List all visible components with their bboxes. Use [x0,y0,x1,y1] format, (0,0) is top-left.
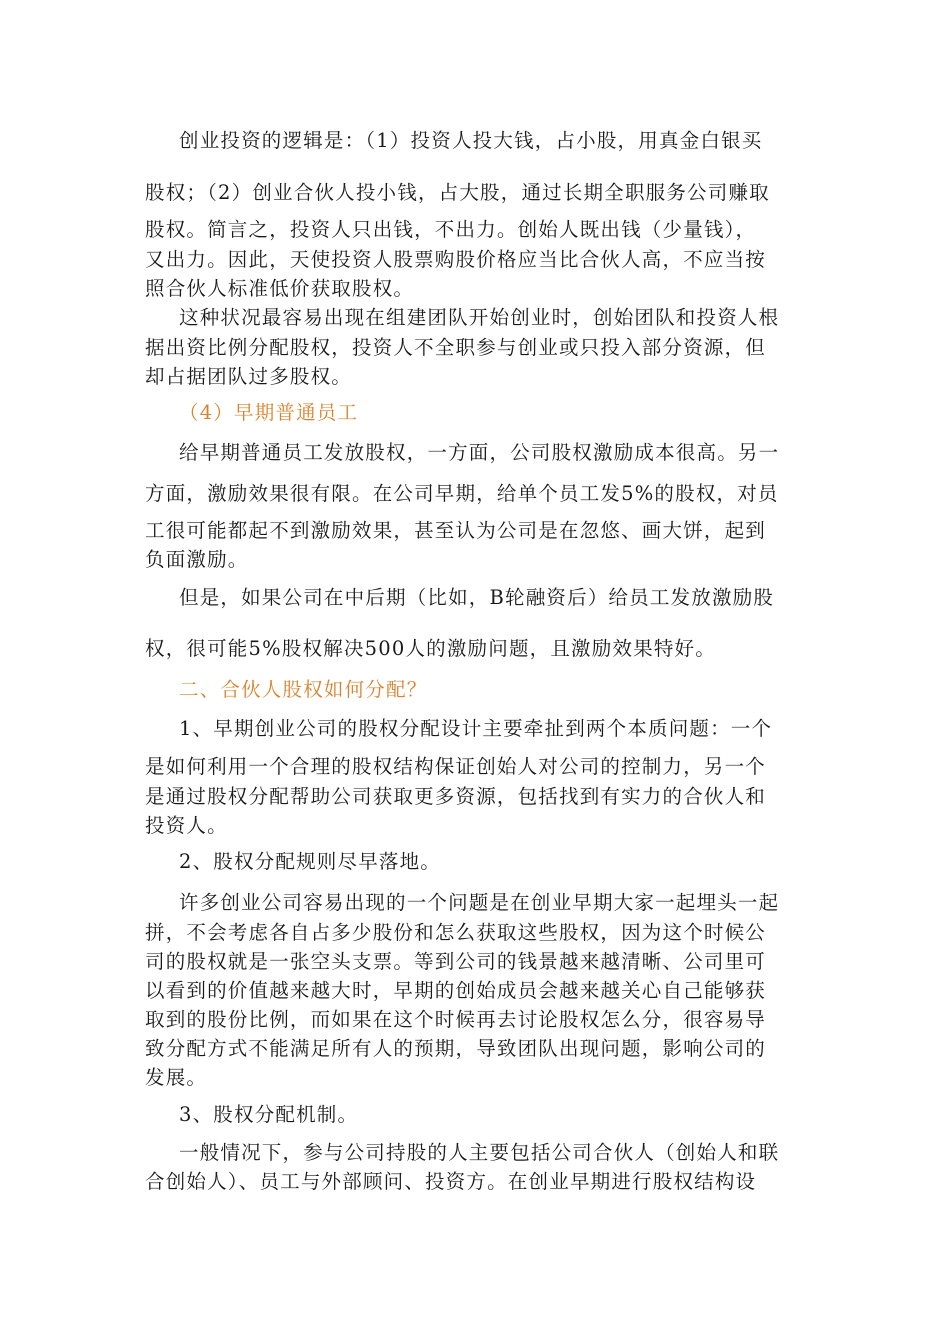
text-line: 是通过股权分配帮助公司获取更多资源，包括找到有实力的合伙人和 [145,785,767,808]
text-line: 负面激励。 [145,548,249,571]
text-line: 投资人。 [145,814,228,837]
text-line: 合创始人）、员工与外部顾问、投资方。在创业早期进行股权结构设 [145,1170,757,1193]
text-line: 股权。简言之，投资人只出钱，不出力。创始人既出钱（少量钱）， [145,218,757,241]
text-line: 2、股权分配规则尽早落地。 [179,850,442,873]
text-line: 致分配方式不能满足所有人的预期，导致团队出现问题，影响公司的 [145,1037,767,1060]
text-line: 1、早期创业公司的股权分配设计主要牵扯到两个本质问题：一个 [179,717,773,740]
text-line: 以看到的价值越来越大时，早期的创始成员会越来越关心自己能够获 [145,979,767,1002]
text-line: 方面，激励效果很有限。在公司早期，给单个员工发5%的股权，对员 [145,482,779,505]
text-line: 一般情况下，参与公司持股的人主要包括公司合伙人（创始人和联 [179,1141,780,1164]
text-line: 是如何利用一个合理的股权结构保证创始人对公司的控制力，另一个 [145,755,767,778]
text-line: 3、股权分配机制。 [179,1103,359,1126]
text-line: 许多创业公司容易出现的一个问题是在创业早期大家一起埋头一起 [179,891,780,914]
text-line: 工很可能都起不到激励效果，甚至认为公司是在忽悠、画大饼，起到 [145,519,767,542]
text-line: 这种状况最容易出现在组建团队开始创业时，创始团队和投资人根 [179,306,780,329]
text-line: 给早期普通员工发放股权，一方面，公司股权激励成本很高。另一 [179,441,780,464]
text-line: 却占据团队过多股权。 [145,365,353,388]
text-line: 取到的股份比例，而如果在这个时候再去讨论股权怎么分，很容易导 [145,1008,767,1031]
text-line: 权，很可能5%股权解决500人的激励问题，且激励效果特好。 [145,637,716,660]
section-heading: 二、合伙人股权如何分配？ [179,678,428,701]
text-line: 发展。 [145,1066,208,1089]
section-heading: （4）早期普通员工 [179,401,359,424]
text-line: 拼，不会考虑各自占多少股份和怎么获取这些股权，因为这个时候公 [145,921,767,944]
text-line: 但是，如果公司在中后期（比如，B轮融资后）给员工发放激励股 [179,586,775,609]
text-line: 据出资比例分配股权，投资人不全职参与创业或只投入部分资源，但 [145,336,767,359]
text-line: 又出力。因此，天使投资人股票购股价格应当比合伙人高，不应当按 [145,248,767,271]
text-line: 股权；（2）创业合伙人投小钱，占大股，通过长期全职服务公司赚取 [145,181,770,204]
text-line: 创业投资的逻辑是：（1）投资人投大钱，占小股，用真金白银买 [179,129,763,152]
text-line: 司的股权就是一张空头支票。等到公司的钱景越来越清晰、公司里可 [145,950,767,973]
text-line: 照合伙人标准低价获取股权。 [145,277,415,300]
